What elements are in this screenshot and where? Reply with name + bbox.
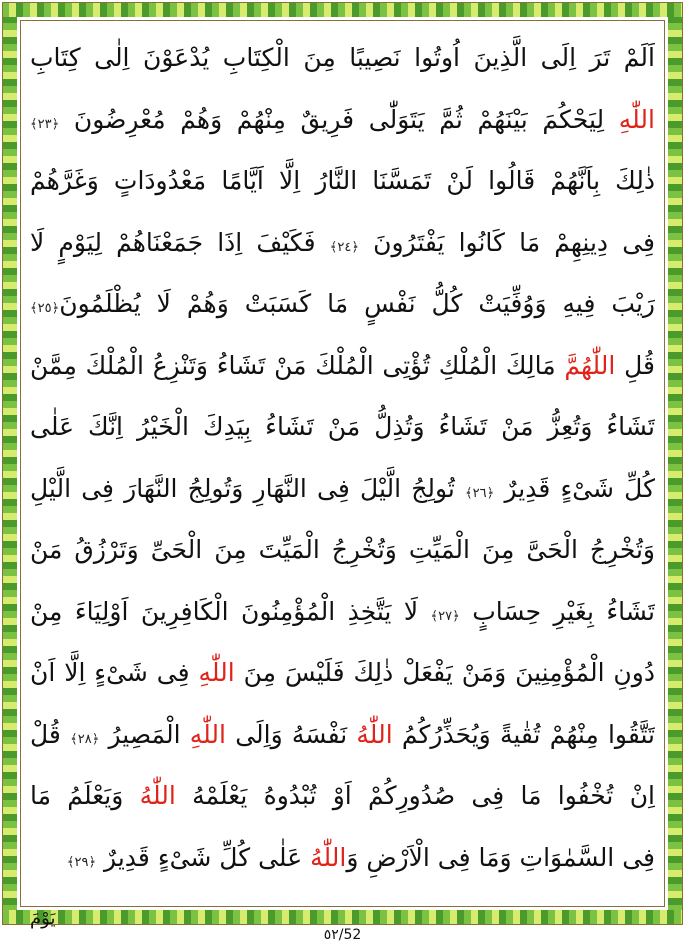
verse-text: مَالِكَ الْمُلْكِ تُؤْتِى الْمُلْكَ مَنْ تَشَاءُ وَتَنْزِعُ الْمُلْكَ مِمَّنْ: [30, 350, 565, 380]
verse-text: تَشَاءُ وَتُعِزُّ مَنْ تَشَاءُ وَتُذِلُّ مَنْ تَشَاءُ بِيَدِكَ الْخَيْرُ اِنَّكَ عَلٰى: [30, 412, 655, 441]
page-number: ٥٢/52: [323, 927, 362, 943]
divine-name-text: اللّٰهُ: [356, 719, 393, 749]
verse-line: [30, 336, 655, 396]
verse-text: لِيَحْكُمَ بَيْنَهُمْ ثُمَّ يَتَوَلّٰى فَرِيقٌ مِنْهُمْ وَهُمْ مُعْرِضُونَ: [59, 104, 619, 134]
verse-text: دُونِ الْمُؤْمِنِينَ وَمَنْ يَفْعَلْ ذٰلِكَ فَلَيْسَ مِنَ: [234, 658, 655, 687]
verse-text: فِى السَّمٰوَاتِ وَمَا فِى الْاَرْضِ وَ: [346, 842, 655, 872]
verse-line: [30, 582, 655, 642]
verse-text: فِى دِينِهِمْ مَا كَانُوا يَفْتَرُونَ: [358, 227, 655, 257]
verse-line: [30, 274, 655, 334]
verse-line: [30, 151, 655, 211]
verse-text: كُلِّ شَیْءٍ قَدِيرٌ: [494, 473, 655, 503]
verse-line: [30, 90, 655, 150]
divine-name-text: اللّٰهِ: [618, 104, 655, 134]
verse-text: فَكَيْفَ اِذَا جَمَعْنَاهُمْ لِيَوْمٍ لَا: [30, 227, 330, 257]
verse-text: وَتُخْرِجُ الْحَىَّ مِنَ الْمَيِّتِ وَتُخْرِجُ الْمَيِّتَ مِنَ الْحَىِّ وَتَرْزُقُ مَنْ: [30, 535, 655, 564]
verse-text: تُولِجُ الَّيْلَ فِى النَّهَارِ وَتُولِجُ النَّهَارَ فِى الَّيْلِ: [30, 473, 466, 503]
divine-name-text: اللّٰهُ: [139, 781, 176, 810]
divine-name-text: اللّٰهُ: [310, 842, 347, 872]
verse-line: [30, 397, 655, 457]
verse-line: [30, 520, 655, 580]
verse-text: قُلِ: [615, 350, 655, 380]
verse-text: رَيْبَ فِيهِ وَوُفِّيَتْ كُلُّ نَفْسٍ مَا كَسَبَتْ وَهُمْ لَا يُظْلَمُونَ: [59, 289, 655, 318]
verse-line: [30, 766, 655, 826]
verse-text: قُلْ: [30, 719, 71, 749]
verse-line: [30, 213, 655, 273]
ayah-number-marker: ﴿٢٦﴾: [465, 485, 495, 501]
verse-text: لَا يَتَّخِذِ الْمُؤْمِنُونَ الْكَافِرِينَ اَوْلِيَاءَ مِنْ: [30, 596, 431, 626]
verse-line: [30, 28, 655, 88]
divine-name-text: اللّٰهِ: [198, 658, 235, 687]
verse-text: فِى شَیْءٍ اِلَّا اَنْ: [30, 658, 199, 687]
verse-text: تَشَاءُ بِغَيْرِ حِسَابٍ: [459, 596, 655, 626]
ayah-number-marker: ﴿٢٤﴾: [329, 239, 359, 255]
verse-text: اِنْ تُخْفُوا مَا فِى صُدُورِكُمْ اَوْ تُبْدُوهُ يَعْلَمْهُ: [175, 781, 655, 810]
ayah-number-marker: ﴿٢٧﴾: [430, 608, 460, 624]
verse-text: نَفْسَهُ وَاِلَى: [226, 719, 357, 749]
ayah-number-marker: ﴿٢٩﴾: [66, 854, 97, 870]
verse-text: اَلَمْ تَرَ اِلَى الَّذِينَ اُوتُوا نَصِيبًا مِنَ الْكِتَابِ يُدْعَوْنَ اِلٰى كِتَابِ: [30, 43, 655, 72]
catchword: يَوْمَ: [30, 908, 56, 929]
verse-text: الْمَصِيرُ: [99, 719, 190, 749]
divine-name-text: اللّٰهِ: [189, 719, 226, 749]
ayah-number-marker: ﴿٢٨﴾: [70, 731, 100, 747]
verse-line: [30, 705, 655, 765]
verse-text: عَلٰى كُلِّ شَیْءٍ قَدِيرٌ: [96, 842, 311, 872]
verse-text: تَتَّقُوا مِنْهُمْ تُقٰيةً وَيُحَذِّرُكُمُ: [392, 719, 655, 749]
verse-line: [30, 828, 655, 888]
ayah-number-marker: ﴿٢٣﴾: [30, 116, 60, 132]
ayah-number-marker: ﴿٢٥﴾: [30, 301, 60, 316]
verse-line: [30, 459, 655, 519]
verse-text: ذٰلِكَ بِاَنَّهُمْ قَالُوا لَنْ تَمَسَّنَا النَّارُ اِلَّا اَيَّامًا مَعْدُودَاتٍ وَغَرَّهُمْ: [30, 166, 655, 195]
divine-name-text: اللّٰهُمَّ: [564, 350, 616, 380]
verse-text: وَيَعْلَمُ مَا: [30, 781, 140, 810]
verse-text-area: [30, 28, 655, 908]
verse-line: [30, 643, 655, 703]
